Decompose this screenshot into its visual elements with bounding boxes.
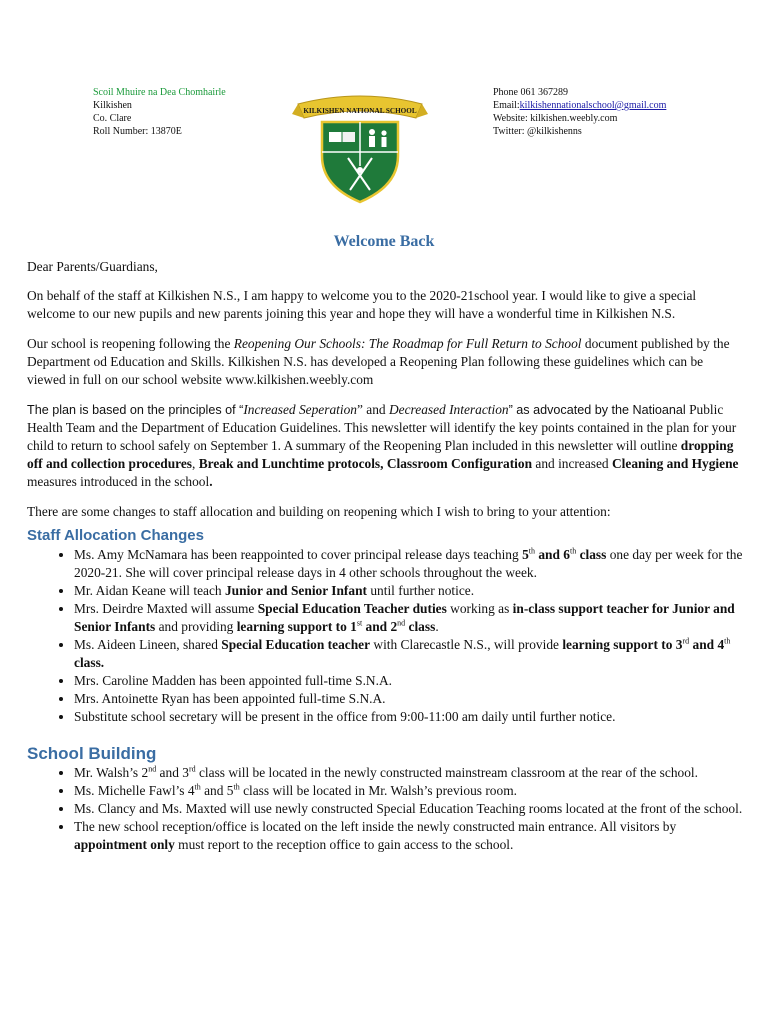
staff-item-4-sup-a: rd — [682, 636, 690, 646]
p3-bold-dropoff: dropping off and collection procedures — [27, 438, 734, 471]
building-item-2-text-b: and 5 — [200, 783, 234, 798]
p2-text-b: document published by the Department od Education and Skills. Kilkishen N.S. has developed a Reopening Plan following these guidelines which can be viewed in full on our school website www.kilkishen.weebly.com — [27, 336, 730, 387]
crest-banner-text: KILKISHEN NATIONAL SCHOOL — [303, 107, 417, 115]
p3-text-b: ” and — [357, 402, 389, 417]
page-title: Welcome Back — [333, 233, 435, 250]
staff-item-4-text: Ms. Aideen Lineen, shared — [74, 637, 222, 652]
staff-item-3-text: Mrs. Deirdre Maxted will assume — [74, 601, 258, 616]
building-item-1-sup-a: nd — [148, 764, 157, 774]
staff-item-3-bold-c: learning support to 1 — [236, 619, 357, 634]
building-item-3: • Ms. Clancy and Ms. Maxted will use newly constructed Special Education Teaching rooms located at the front of the school. — [74, 800, 745, 818]
principle-interaction: Decreased Interaction — [388, 402, 509, 417]
website: Website: kilkishen.weebly.com — [493, 113, 618, 124]
staff-item-1-sup-b: th — [569, 546, 577, 556]
staff-item-3 — [74, 600, 745, 636]
staff-item-3-sup-b: nd — [397, 618, 406, 628]
school-building-list — [27, 764, 745, 854]
email-link[interactable]: kilkishennationalschool@gmail.com — [519, 100, 667, 111]
staff-item-7: • Substitute school secretary will be present in the office from 9:00-11:00 am daily until further notice. — [74, 708, 745, 726]
staff-item-4 — [74, 636, 745, 672]
staff-item-1-text-end: one day per week for the 2020-21. She will cover principal release days in 4 other schools throughout the week. — [74, 547, 743, 580]
roadmap-document-title: Reopening Our Schools: The Roadmap for Full Return to School — [233, 336, 582, 351]
building-item-1-sup-b: rd — [188, 764, 196, 774]
staff-item-4-text-b: with Clarecastle N.S., will provide — [370, 637, 563, 652]
building-item-2-text: Ms. Michelle Fawl’s 4 — [74, 783, 195, 798]
p2-text-a: Our school is reopening following the — [27, 336, 234, 351]
roll-number: Roll Number: 13870E — [93, 126, 182, 137]
p3-text-f: and increased — [532, 456, 612, 471]
staff-item-1-bold-b: and 6 — [535, 547, 570, 562]
building-item-2-sup-b: th — [233, 782, 240, 792]
staff-item-4-bold-a: Special Education teacher — [221, 637, 371, 652]
staff-item-1-text: Ms. Amy McNamara has been reappointed to cover principal release days teaching — [74, 547, 523, 562]
staff-item-1 — [74, 546, 745, 582]
building-item-4-bold: appointment only — [74, 837, 175, 852]
staff-item-2-text: Mr. Aidan Keane will teach — [74, 583, 225, 598]
email-line — [493, 99, 666, 112]
school-contact-block — [493, 86, 666, 138]
staff-item-1-sup-a: th — [528, 546, 535, 556]
greeting: Dear Parents/Guardians, — [27, 259, 158, 274]
email-label: Email: — [493, 100, 520, 111]
p3-text-g: measures introduced in the school — [27, 474, 210, 489]
building-item-4 — [74, 818, 745, 854]
building-item-2 — [74, 782, 745, 800]
staff-item-3-bold-a: Special Education Teacher duties — [257, 601, 447, 616]
p3-text-e: , — [192, 456, 199, 471]
building-item-1-text-b: and 3 — [156, 765, 189, 780]
school-building-heading: School Building — [27, 744, 157, 763]
staff-item-4-sup-b: th — [724, 636, 731, 646]
staff-item-3-text-c: and providing — [155, 619, 237, 634]
p3-text-d: Public Health Team and the Department of Education Guidelines. This newsletter will identify the key points contained in the plan for your child to return to school safely on September 1. A summary of the Reopening Plan included in this newsletter will outline — [27, 402, 737, 453]
building-item-1-text: Mr. Walsh’s 2 — [74, 765, 149, 780]
staff-item-3-text-end: . — [435, 619, 439, 634]
paragraph-plan — [27, 401, 745, 491]
staff-item-2-text-end: until further notice. — [367, 583, 475, 598]
staff-item-3-bold-e: class — [405, 619, 436, 634]
paragraph-changes-intro: There are some changes to staff allocation and building on reopening which I wish to bring to your attention: — [27, 504, 611, 519]
staff-item-3-text-b: working as — [446, 601, 513, 616]
p3-text-c: ” as advocated by the Natioanal — [508, 403, 686, 417]
staff-item-2 — [74, 582, 745, 600]
staff-item-4-bold-d: class. — [74, 655, 105, 670]
staff-item-4-bold-b: learning support to 3 — [562, 637, 683, 652]
staff-item-1-bold-c: class — [576, 547, 607, 562]
staff-item-2-bold: Junior and Senior Infant — [224, 583, 367, 598]
staff-item-3-bold-d: and 2 — [362, 619, 398, 634]
building-item-2-sup-a: th — [194, 782, 201, 792]
building-item-4-text: The new school reception/office is located on the left inside the newly constructed main entrance. All visitors by — [74, 819, 677, 834]
twitter-handle: Twitter: @kilkishenns — [493, 126, 582, 137]
staff-item-5: • Mrs. Caroline Madden has been appointed full-time S.N.A. — [74, 672, 745, 690]
school-irish-name: Scoil Mhuire na Dea Chomhairle — [93, 87, 226, 98]
newsletter-body — [27, 258, 745, 854]
staff-item-6: • Mrs. Antoinette Ryan has been appointed full-time S.N.A. — [74, 690, 745, 708]
p3-bold-cleaning: Cleaning and Hygiene — [611, 456, 739, 471]
p3-text-a: The plan is based on the principles of “ — [27, 403, 244, 417]
principle-separation: Increased Seperation — [243, 402, 357, 417]
paragraph-welcome: On behalf of the staff at Kilkishen N.S., I am happy to welcome you to the 2020-21school year. I would like to give a special welcome to our new pupils and new parents joining this year and hope they will have a wonderful time in Kilkishen N.S. — [27, 288, 697, 321]
building-item-4-text-end: must report to the reception office to gain access to the school. — [174, 837, 514, 852]
school-crest-logo — [292, 86, 428, 204]
phone-number: Phone 061 367289 — [493, 87, 568, 98]
p3-bold-break: Break and Lunchtime protocols, Classroom Configuration — [198, 456, 533, 471]
staff-item-1-bold-a: 5 — [522, 547, 529, 562]
paragraph-reopening — [27, 335, 745, 389]
address-line-2: Co. Clare — [93, 113, 132, 124]
address-line-1: Kilkishen — [93, 100, 132, 111]
p3-period: . — [209, 474, 213, 489]
staff-item-3-bold-b: in-class support teacher for Junior and Senior Infants — [74, 601, 735, 634]
staff-allocation-list — [27, 546, 745, 726]
building-item-1-text-end: class will be located in the newly constructed mainstream classroom at the rear of the school. — [195, 765, 698, 780]
school-address-block — [93, 86, 226, 138]
staff-item-3-sup-a: st — [356, 618, 363, 628]
building-item-2-text-end: class will be located in Mr. Walsh’s previous room. — [239, 783, 517, 798]
staff-allocation-heading: Staff Allocation Changes — [27, 527, 204, 544]
staff-item-4-bold-c: and 4 — [689, 637, 725, 652]
building-item-1 — [74, 764, 745, 782]
